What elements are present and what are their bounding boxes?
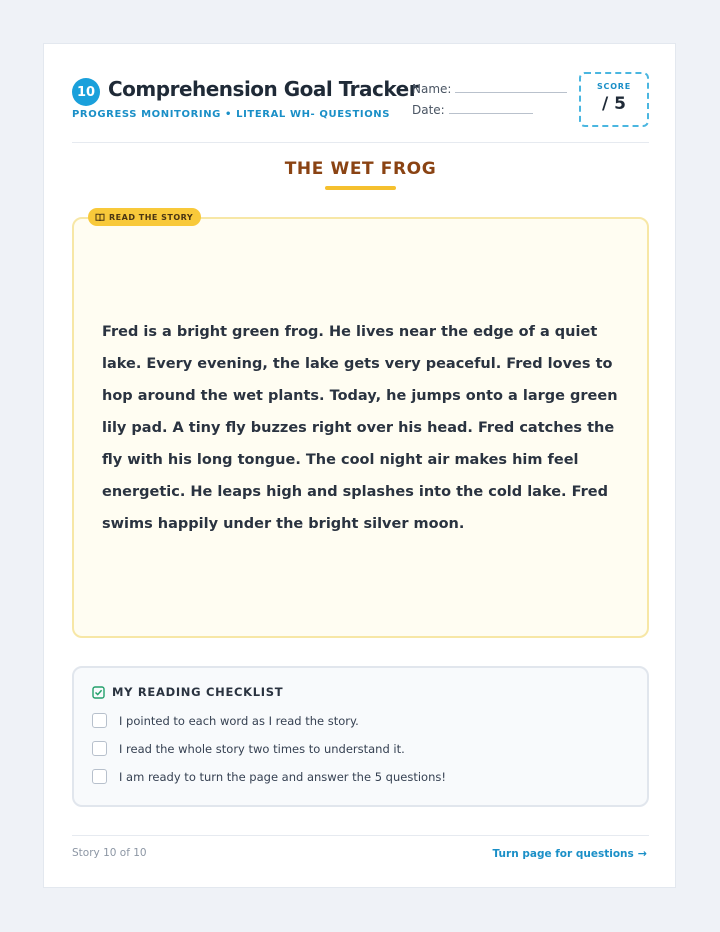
score-value: / 5 xyxy=(602,94,626,114)
name-line xyxy=(455,91,567,93)
footer-divider xyxy=(72,835,649,836)
next-page-link[interactable] xyxy=(493,847,647,860)
checkbox[interactable] xyxy=(92,741,107,756)
arrow-right-icon: → xyxy=(637,847,647,860)
date-field[interactable] xyxy=(412,103,533,117)
story-number-badge: 10 xyxy=(72,78,100,106)
checklist-heading xyxy=(92,685,283,699)
next-page-label: Turn page for questions xyxy=(492,847,634,860)
page-subtitle: PROGRESS MONITORING • LITERAL WH- QUESTIONS xyxy=(72,109,391,120)
score-label: SCORE xyxy=(596,82,632,91)
checklist-item[interactable] xyxy=(92,713,359,728)
date-line xyxy=(449,112,533,114)
checklist-item-label: I am ready to turn the page and answer the 5 questions! xyxy=(119,769,446,784)
checklist-item-label: I read the whole story two times to understand it. xyxy=(119,741,405,756)
story-text: Fred is a bright green frog. He lives near the edge of a quiet lake. Every evening, the lake gets very peaceful. Fred loves to hop around the wet plants. Today, he jumps onto a large green lily pad. A tiny fly buzzes right over his head. Fred catches the fly with his long tongue. The cool night air makes him feel energetic. He leaps high and splashes into the cold lake. Fred swims happily under the bright silver moon. xyxy=(102,324,618,532)
checklist-item-label: I pointed to each word as I read the story. xyxy=(119,713,359,728)
worksheet-page xyxy=(43,43,676,888)
checklist-item[interactable] xyxy=(92,741,405,756)
score-box xyxy=(579,72,649,127)
date-label: Date: xyxy=(412,103,445,117)
name-field[interactable] xyxy=(412,82,567,96)
story-title: THE WET FROG xyxy=(284,159,437,179)
checkbox[interactable] xyxy=(92,713,107,728)
checklist-item[interactable] xyxy=(92,769,446,784)
read-story-tag xyxy=(88,208,201,226)
name-label: Name: xyxy=(412,82,452,96)
read-story-tag-label: READ THE STORY xyxy=(109,212,194,222)
book-icon xyxy=(95,213,105,222)
story-title-underline xyxy=(325,186,396,190)
story-progress: Story 10 of 10 xyxy=(72,847,147,859)
checkbox[interactable] xyxy=(92,769,107,784)
checklist-heading-label: MY READING CHECKLIST xyxy=(112,685,284,699)
page-title: Comprehension Goal Tracker xyxy=(108,77,419,101)
header-divider xyxy=(72,142,649,143)
checkbox-checked-icon xyxy=(92,686,105,699)
